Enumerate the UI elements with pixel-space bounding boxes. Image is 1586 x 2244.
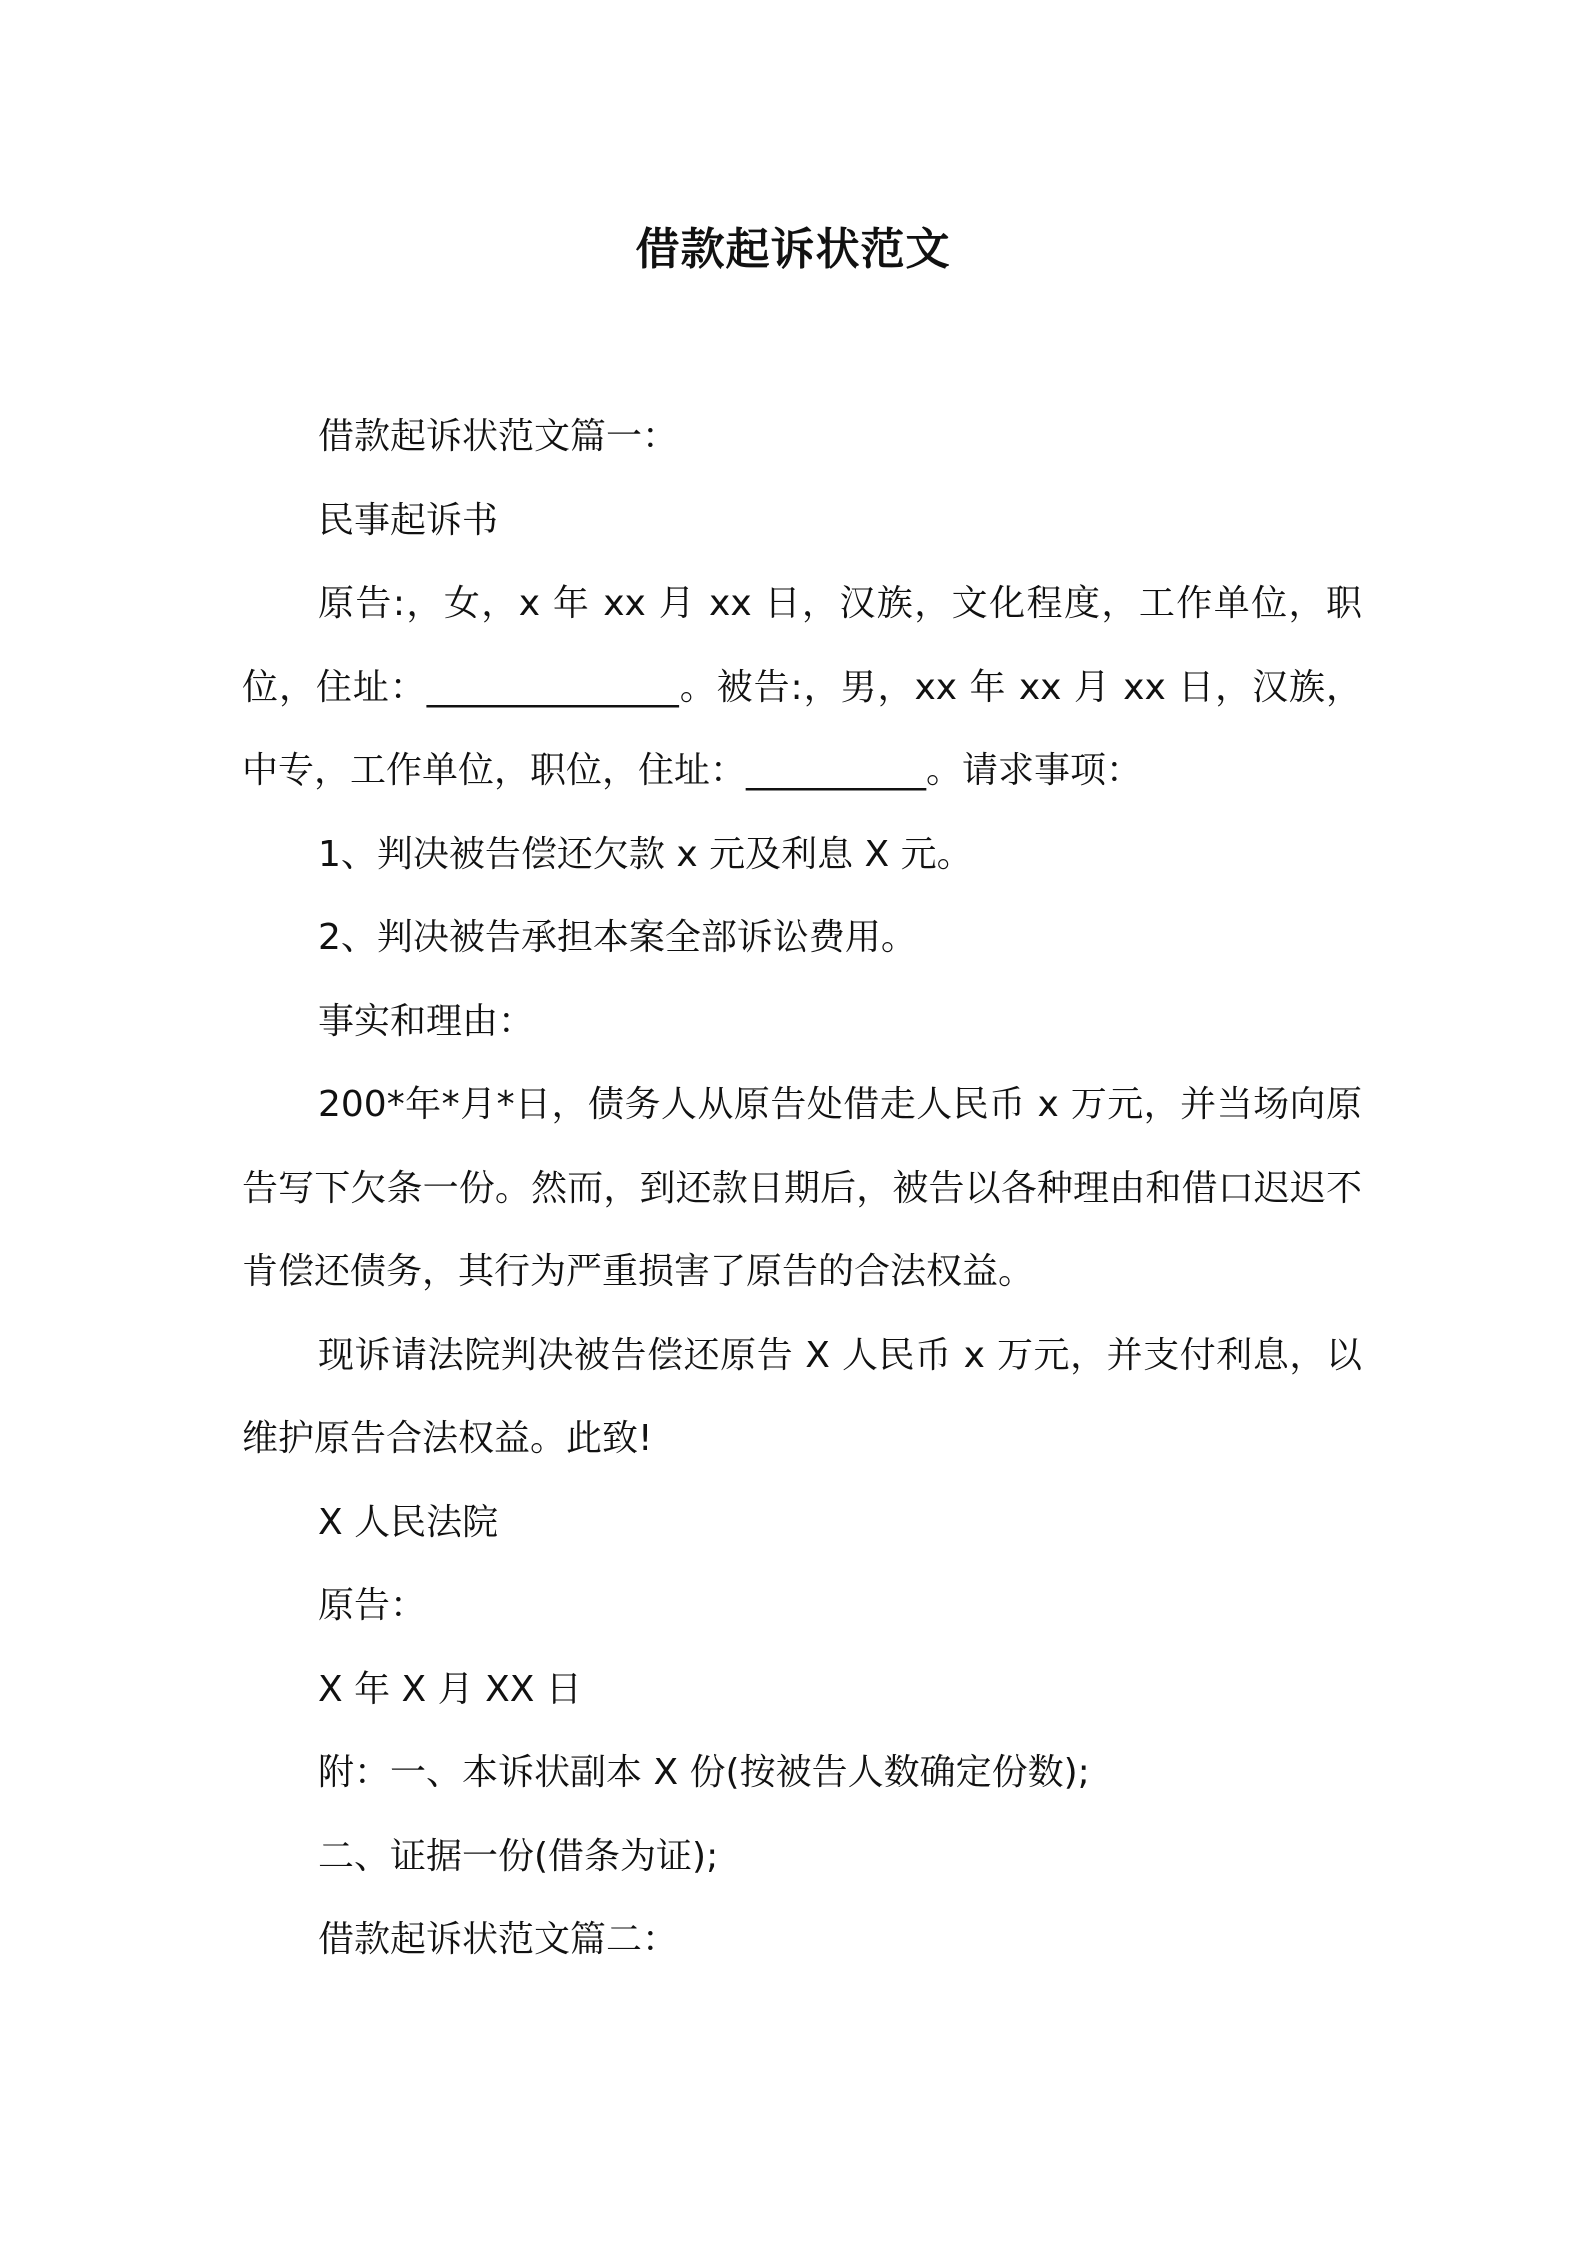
attachment-line-1: 附：一、本诉状副本 X 份(按被告人数确定份数); bbox=[318, 1752, 1090, 1793]
date-line: X 年 X 月 XX 日 bbox=[318, 1668, 582, 1710]
facts-heading: 事实和理由： bbox=[318, 1000, 535, 1042]
section-heading-one: 借款起诉状范文篇一： bbox=[318, 416, 679, 457]
plaintiff-signature-line: 原告： bbox=[318, 1585, 427, 1626]
attachment-line-2: 二、证据一份(借条为证); bbox=[318, 1835, 719, 1877]
request-paragraph: 现诉请法院判决被告偿还原告 X 人民币 x 万元，并支付利息，以维护原告合法权益。此致! bbox=[242, 1334, 1362, 1459]
facts-paragraph: 200*年*月*日，债务人从原告处借走人民币 x 万元，并当场向原告写下欠条一份。然而，到还款日期后，被告以各种理由和借口迟迟不肯偿还债务，其行为严重损害了原告的合法权益。 bbox=[242, 1084, 1362, 1292]
document-body bbox=[242, 395, 1362, 1982]
claim-item-2: 2、判决被告承担本案全部诉讼费用。 bbox=[318, 917, 917, 958]
parties-paragraph: 原告:，女，x 年 xx 月 xx 日，汉族，文化程度，工作单位，职位，住址：______________。被告:，男，xx 年 xx 月 xx 日，汉族，中专，工作单位，职位，住址：__________。请求事项： bbox=[242, 583, 1362, 791]
document-type-heading: 民事起诉书 bbox=[318, 499, 499, 541]
court-name: X 人民法院 bbox=[318, 1501, 499, 1543]
claim-item-1: 1、判决被告偿还欠款 x 元及利息 X 元。 bbox=[318, 833, 973, 875]
document-title: 借款起诉状范文 bbox=[635, 224, 951, 275]
section-heading-two: 借款起诉状范文篇二： bbox=[318, 1919, 679, 1960]
